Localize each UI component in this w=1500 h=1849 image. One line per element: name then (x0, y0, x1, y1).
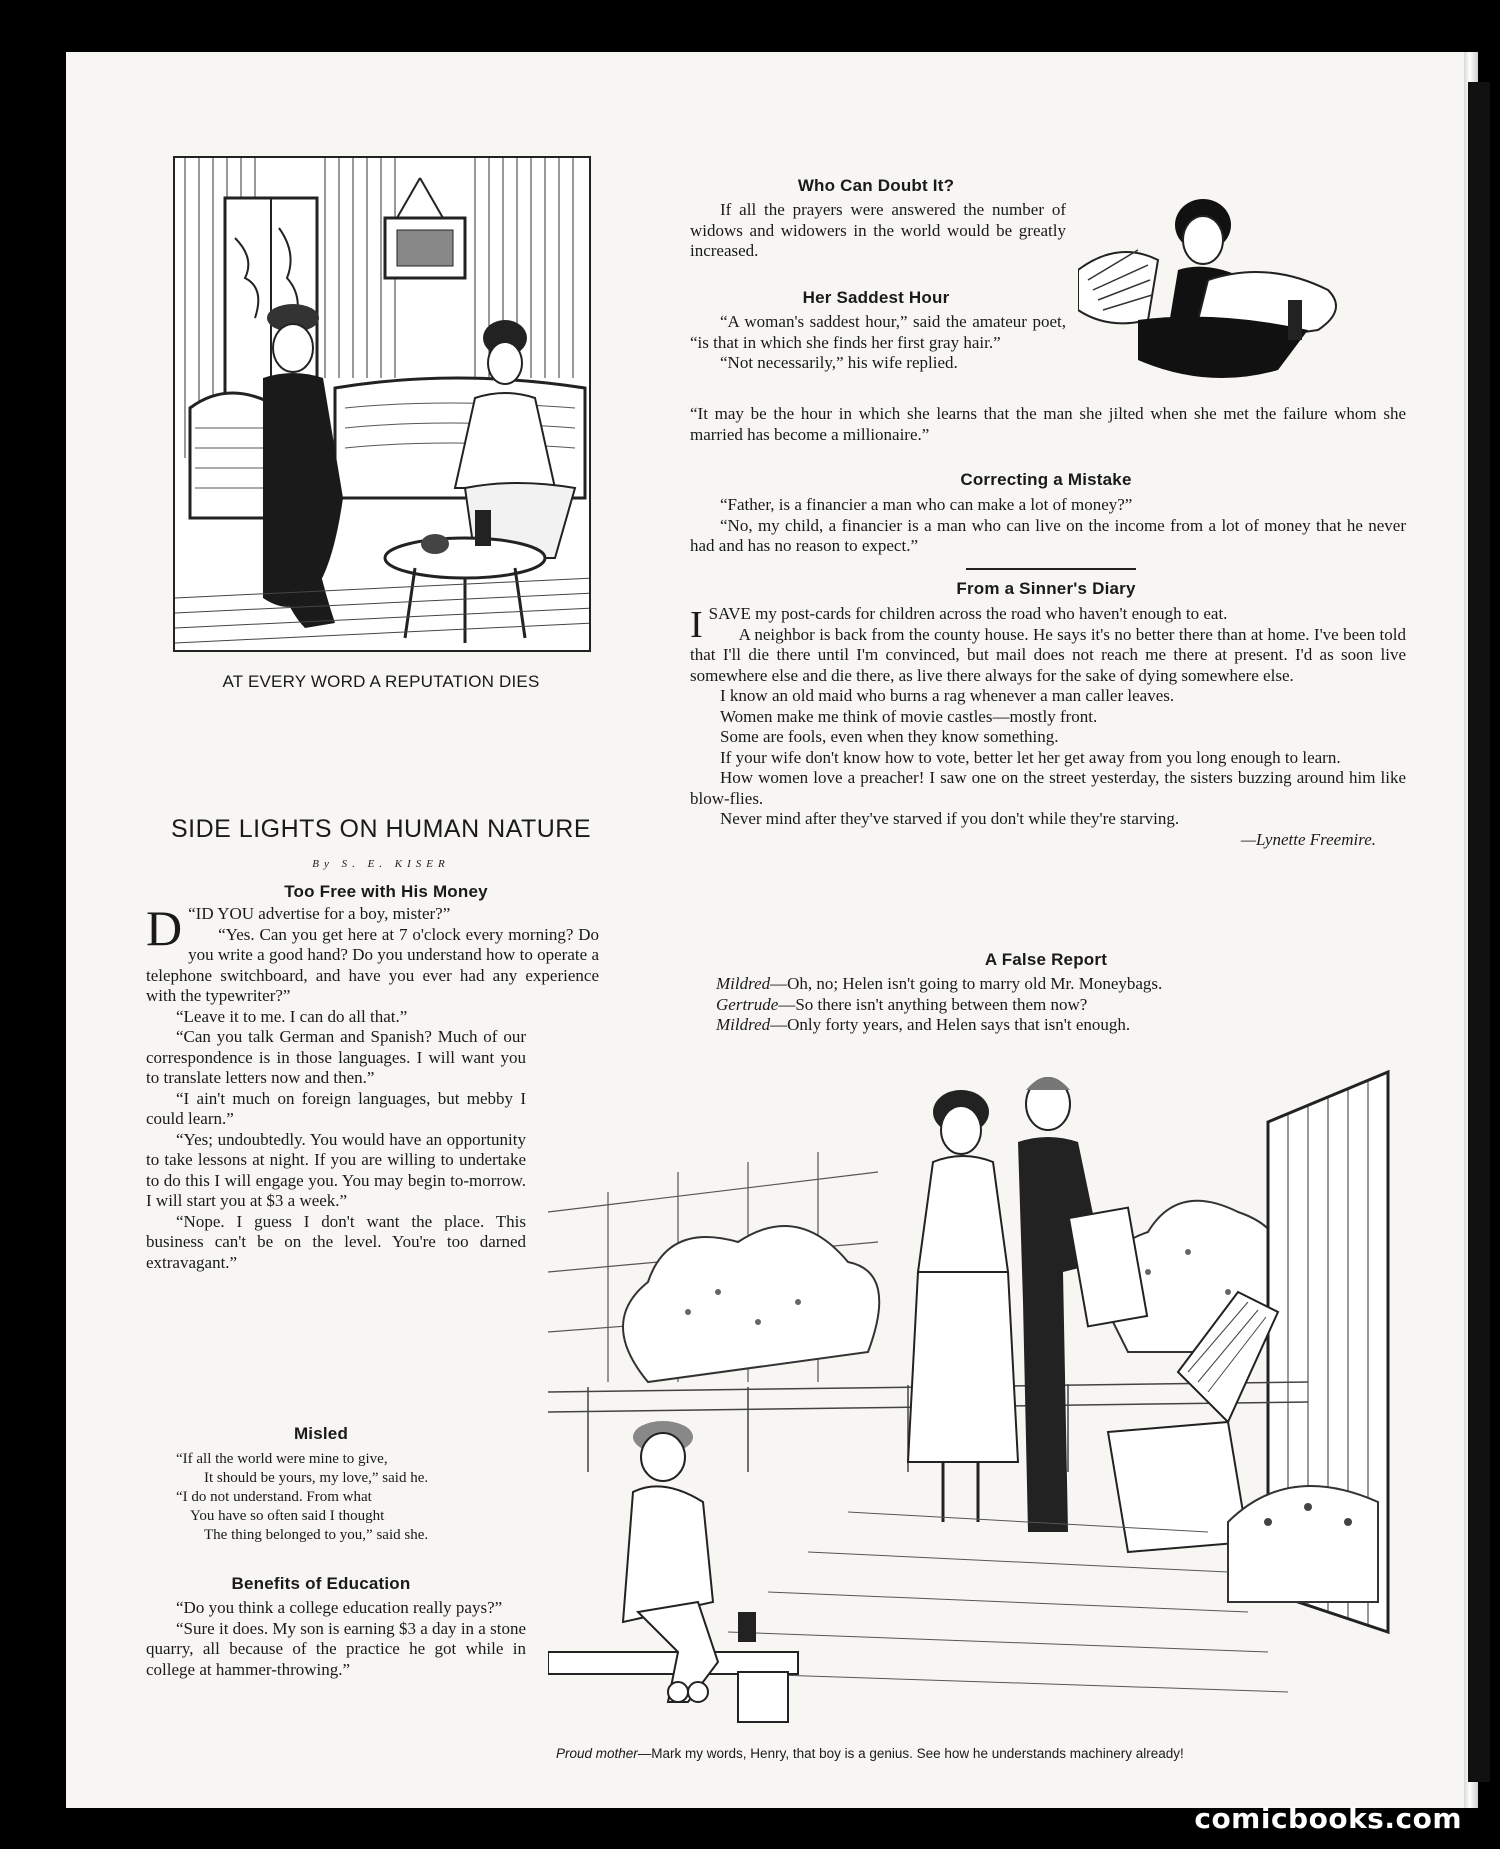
correcting-article (690, 495, 1406, 557)
too-free-para-6: “Nope. I guess I don't want the place. This business can't be on the level. You're too darned extravagant.” (146, 1211, 526, 1272)
speaker-name: Gertrude (716, 994, 779, 1014)
heading-misled: Misled (293, 1424, 349, 1443)
too-free-para-1: “Yes. Can you get here at 7 o'clock every morning? Do you write a good hand? Do you understand how to operate a telephone switchboard, and have you ever had any experience with the typewriter?” (146, 924, 599, 1005)
too-free-para-3: “Can you talk German and Spanish? Much of our correspondence is in those languages. I will want you to translate letters now and then.” (146, 1027, 526, 1087)
speaker-name: Mildred (716, 974, 771, 993)
diary-para-2: I know an old maid who burns a rag whenever a man caller leaves. (720, 686, 1175, 705)
garden-family-illustration (548, 1052, 1418, 1728)
poem-line-3: “I do not understand. From what (176, 1489, 372, 1505)
dialogue-text: —Oh, no; Helen isn't going to marry old Mr. Moneybags. (770, 974, 1163, 993)
speaker-name: Mildred (716, 1015, 771, 1034)
poem-line-1: “If all the world were mine to give, (176, 1451, 388, 1467)
heading-benefits: Benefits of Education (231, 1574, 411, 1593)
heading-correcting: Correcting a Mistake (960, 470, 1132, 489)
too-free-para-2: “Leave it to me. I can do all that.” (176, 1006, 408, 1026)
diary-para-3: Women make me think of movie castles—mostly front. (720, 706, 1098, 726)
heading-who-can-doubt: Who Can Doubt It? (797, 176, 955, 195)
false-report-dialogue (716, 974, 1406, 1036)
correcting-para-1: “Father, is a financier a man who can make a lot of money?” (720, 495, 1133, 514)
heading-saddest-hour: Her Saddest Hour (802, 288, 950, 307)
saddest-para-2: “Not necessarily,” his wife replied. (720, 353, 958, 372)
parlor-drawing (175, 158, 591, 652)
diary-para-1: A neighbor is back from the county house. He says it's no better there than at home. I've been told that I'll die there until I'm convinced, but mail does not reach me there at present. I'd as soon live somewhere else and die there, as live there always for the sake of dying somewhere else. (690, 624, 1406, 685)
who-can-doubt-para: If all the prayers were answered the number of widows and widowers in the world would be greatly increased. (690, 200, 1066, 260)
caption-text: —Mark my words, Henry, that boy is a genius. See how he understands machinery already! (637, 1746, 1184, 1761)
poem-line-5: The thing belonged to you,” said she. (204, 1527, 429, 1543)
caption-speaker: Proud mother (556, 1746, 638, 1761)
diary-para-4: Some are fools, even when they know something. (720, 727, 1059, 746)
magazine-page (66, 52, 1478, 1808)
dialogue-line-3 (716, 1015, 1406, 1036)
misled-poem (176, 1450, 516, 1545)
dropcap-d: D (146, 900, 183, 956)
saddest-hour-continued (690, 404, 1406, 445)
watermark: comicbooks.com (1194, 1802, 1462, 1835)
who-can-doubt-text (690, 200, 1066, 262)
dropcap-i: I (690, 604, 703, 646)
dialogue-line-2 (716, 995, 1406, 1016)
too-free-article (146, 900, 599, 1273)
diary-para-5: If your wife don't know how to vote, better let her get away from you long enough to learn. (720, 747, 1341, 767)
dialogue-line-1 (716, 974, 1406, 995)
top-cartoon-caption: AT EVERY WORD A REPUTATION DIES (222, 672, 540, 691)
heading-false-report: A False Report (984, 950, 1108, 969)
diary-first: SAVE my post-cards for children across the road who haven't enough to eat. (708, 604, 1228, 623)
section-title: SIDE LIGHTS ON HUMAN NATURE (170, 815, 592, 843)
heading-sinners-diary: From a Sinner's Diary (956, 579, 1136, 598)
benefits-para-1: “Do you think a college education really pays?” (176, 1598, 503, 1617)
heading-too-free: Too Free with His Money (284, 882, 488, 901)
too-free-para-5: “Yes; undoubtedly. You would have an opportunity to take lessons at night. If you are willing to undertake to do this I will engage you. You may begin to-morrow. I will start you at $3 a week.” (146, 1129, 526, 1210)
garden-drawing (548, 1052, 1418, 1728)
benefits-para-2: “Sure it does. My son is earning $3 a day in a stone quarry, all because of the practice he got while in college at hammer-throwing.” (146, 1618, 526, 1679)
dialogue-text: —Only forty years, and Helen says that isn't enough. (770, 1015, 1131, 1034)
reclining-woman-drawing (1078, 170, 1378, 390)
poem-line-2: It should be yours, my love,” said he. (204, 1470, 429, 1486)
reclining-woman-illustration (1078, 170, 1378, 390)
correcting-para-2: “No, my child, a financier is a man who can live on the income from a lot of money that he never had and has no reason to expect.” (690, 515, 1406, 555)
saddest-para-3: “It may be the hour in which she learns that the man she jilted when she met the failure whom she married has become a millionaire.” (690, 404, 1406, 444)
diary-para-6: How women love a preacher! I saw one on the street yesterday, the sisters buzzing around him like blow-flies. (690, 768, 1406, 808)
bottom-cartoon-caption (556, 1746, 1436, 1761)
next-page-edge (1468, 82, 1490, 1782)
diary-signature: —Lynette Freemire. (1240, 829, 1376, 849)
section-divider (966, 568, 1136, 570)
saddest-hour-article (690, 312, 1066, 374)
benefits-article (146, 1598, 526, 1680)
too-free-first-line: “ID YOU advertise for a boy, mister?” (188, 904, 451, 923)
parlor-gossip-illustration (173, 156, 591, 652)
saddest-para-1: “A woman's saddest hour,” said the amateur poet, “is that in which she finds her first gray hair.” (690, 312, 1066, 352)
poem-line-4: You have so often said I thought (190, 1508, 385, 1524)
sinners-diary-article (690, 604, 1406, 850)
dialogue-text: —So there isn't anything between them now? (778, 994, 1088, 1014)
too-free-para-4: “I ain't much on foreign languages, but mebby I could learn.” (146, 1088, 526, 1128)
byline: By S. E. KISER (312, 858, 450, 870)
diary-para-7: Never mind after they've starved if you don't while they're starving. (720, 809, 1180, 828)
